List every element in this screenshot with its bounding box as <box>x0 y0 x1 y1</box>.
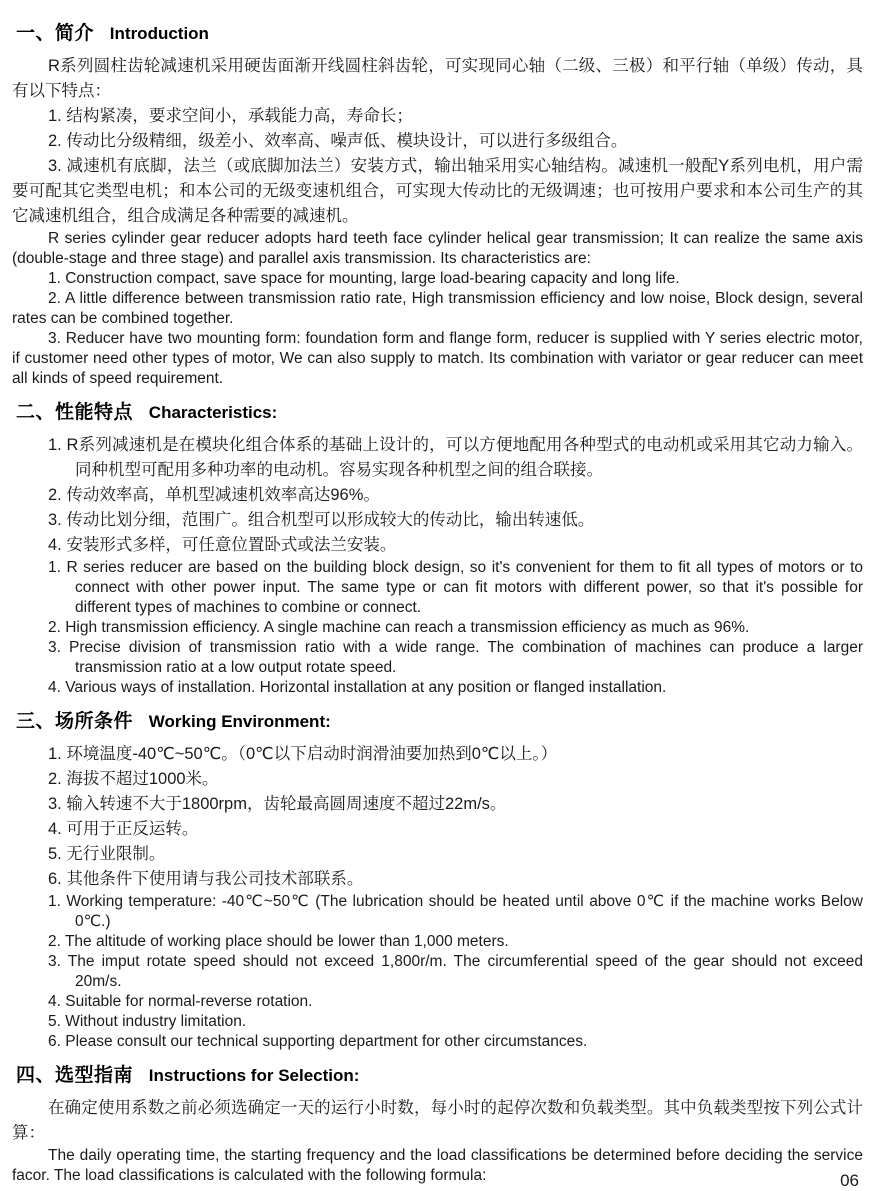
working-environment-zh-item-2: 2. 海拔不超过1000米。 <box>48 770 219 788</box>
characteristics-heading <box>16 401 863 425</box>
working-environment-zh-item-4: 4. 可用于正反运转。 <box>48 820 199 838</box>
working-environment-heading-zh: 三、场所条件 <box>16 711 134 732</box>
working-environment-zh-item-5: 5. 无行业限制。 <box>48 845 166 863</box>
introduction-heading <box>16 22 863 46</box>
characteristics-zh-item-1: 1. R系列减速机是在模块化组合体系的基础上设计的，可以方便地配用各种型式的电动机或采用其它动力输入。同种机型可配用多种功率的电动机。容易实现各种机型之间的组合联接。 <box>48 436 863 479</box>
working-environment-heading-en: Working Environment: <box>148 712 331 731</box>
introduction-paragraph-en: R series cylinder gear reducer adopts hard teeth face cylinder helical gear transmission; It can realize the same axis (double-stage and three stage) and parallel axis transmission. Its characteristics are: <box>12 230 863 267</box>
working-environment-en-item-2: 2. The altitude of working place should be lower than 1,000 meters. <box>48 933 509 950</box>
characteristics-en-item-1: 1. R series reducer are based on the building block design, so it's convenient for them to fit all types of motors or to connect with other power input. The same type or can fit motors with different power, so that it's possible for different types of machines to combine or connect. <box>48 559 863 616</box>
characteristics-zh-item-3: 3. 传动比划分细，范围广。组合机型可以形成较大的传动比，输出转速低。 <box>48 511 595 529</box>
working-environment-en-item-5: 5. Without industry limitation. <box>48 1013 247 1030</box>
characteristics-zh-item-4: 4. 安装形式多样，可任意位置卧式或法兰安装。 <box>48 536 397 554</box>
working-environment-en-item-6: 6. Please consult our technical supporting department for other circumstances. <box>48 1033 588 1050</box>
characteristics-heading-en: Characteristics: <box>148 403 278 422</box>
working-environment-zh-item-1: 1. 环境温度-40℃~50℃。（0℃以下启动时润滑油要加热到0℃以上。） <box>48 745 558 763</box>
selection-heading <box>16 1064 863 1088</box>
section-instructions-for-selection <box>12 1064 863 1186</box>
introduction-zh-item-1: 1. 结构紧凑，要求空间小，承载能力高，寿命长； <box>48 107 413 125</box>
working-environment-en-item-1: 1. Working temperature: -40℃~50℃ (The lubrication should be heated until above 0℃ if the machine works Below 0℃.) <box>48 893 863 930</box>
introduction-en-item-1: 1. Construction compact, save space for mounting, large load-bearing capacity and long life. <box>48 270 680 287</box>
selection-paragraph-en: The daily operating time, the starting frequency and the load classifications be determined before deciding the service facor. The load classifications is calculated with the following formula: <box>12 1147 863 1184</box>
working-environment-heading <box>16 710 863 734</box>
introduction-heading-en: Introduction <box>109 24 209 43</box>
characteristics-zh-item-2: 2. 传动效率高，单机型减速机效率高达96%。 <box>48 486 380 504</box>
selection-heading-zh: 四、选型指南 <box>16 1065 134 1086</box>
characteristics-en-item-3: 3. Precise division of transmission ratio with a wide range. The combination of machines can produce a larger transmission ratio at a low output rotate speed. <box>48 639 863 676</box>
characteristics-en-item-4: 4. Various ways of installation. Horizontal installation at any position or flanged installation. <box>48 679 667 696</box>
introduction-zh-item-3: 3. 减速机有底脚，法兰（或底脚加法兰）安装方式，输出轴采用实心轴结构。减速机一般配Y系列电机，用户需要可配其它类型电机；和本公司的无级变速机组合，可实现大传动比的无级调速；也可按用户要求和本公司生产的其它减速机组合，组合成满足各种需要的减速机。 <box>12 157 863 225</box>
selection-paragraph-zh: 在确定使用系数之前必须选确定一天的运行小时数，每小时的起停次数和负载类型。其中负载类型按下列公式计算： <box>12 1099 863 1142</box>
characteristics-en-item-2: 2. High transmission efficiency. A single machine can reach a transmission efficiency as much as 96%. <box>48 619 750 636</box>
selection-heading-en: Instructions for Selection: <box>148 1066 360 1085</box>
introduction-en-item-3: 3. Reducer have two mounting form: foundation form and flange form, reducer is supplied with Y series electric motor, if customer need other types of motor, We can also supply to match. Its combination with variator or gear reducer can meet all kinds of speed requirement. <box>12 330 863 387</box>
section-working-environment <box>12 710 863 1052</box>
section-introduction <box>12 22 863 389</box>
working-environment-en-item-3: 3. The imput rotate speed should not exceed 1,800r/m. The circumferential speed of the gear should not exceed 20m/s. <box>48 953 863 990</box>
characteristics-heading-zh: 二、性能特点 <box>16 402 134 423</box>
working-environment-zh-item-3: 3. 输入转速不大于1800rpm，齿轮最高圆周速度不超过22m/s。 <box>48 795 507 813</box>
introduction-paragraph-zh: R系列圆柱齿轮减速机采用硬齿面渐开线圆柱斜齿轮，可实现同心轴（二级、三极）和平行轴（单级）传动，具有以下特点： <box>12 57 863 100</box>
introduction-heading-zh: 一、简介 <box>16 23 95 44</box>
introduction-en-item-2: 2. A little difference between transmission ratio rate, High transmission efficiency and low noise, Block design, several rates can be combined together. <box>12 290 863 327</box>
page-number: 06 <box>840 1171 859 1190</box>
section-characteristics <box>12 401 863 698</box>
working-environment-zh-item-6: 6. 其他条件下使用请与我公司技术部联系。 <box>48 870 364 888</box>
introduction-zh-item-2: 2. 传动比分级精细，级差小、效率高、噪声低、模块设计，可以进行多级组合。 <box>48 132 628 150</box>
working-environment-en-item-4: 4. Suitable for normal-reverse rotation. <box>48 993 313 1010</box>
